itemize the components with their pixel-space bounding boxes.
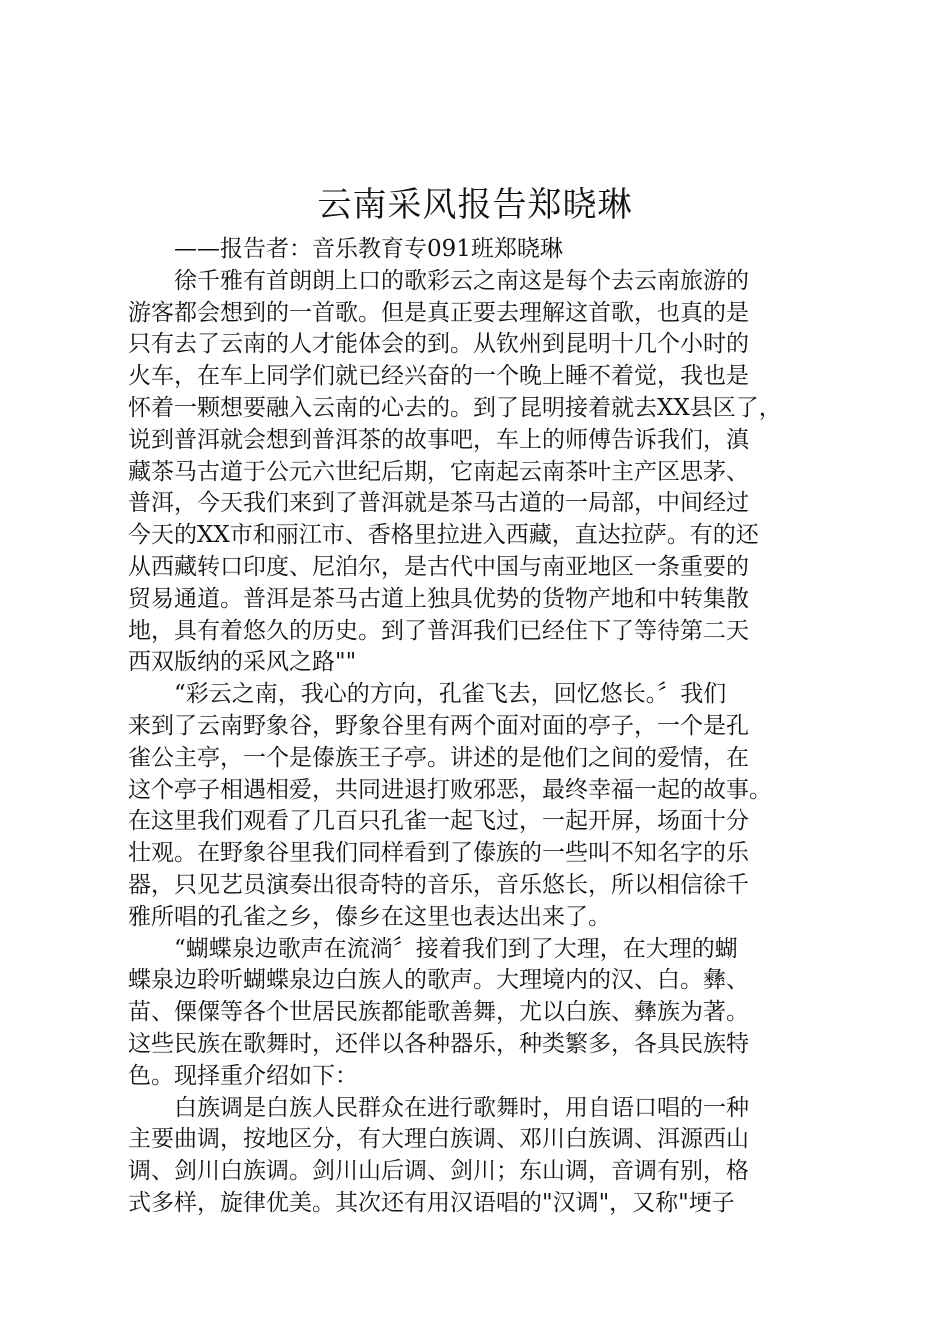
paragraph-line: 在这里我们观看了几百只孔雀一起飞过，一起开屏，场面十分 bbox=[128, 808, 749, 835]
paragraph-line: 雅所唱的孔雀之乡，傣乡在这里也表达出来了。 bbox=[128, 903, 611, 930]
paragraph-line: 来到了云南野象谷，野象谷里有两个面对面的亭子，一个是孔 bbox=[128, 712, 749, 739]
paragraph-1 bbox=[128, 266, 828, 679]
document-title: 云南采风报告郑晓琳 bbox=[317, 185, 633, 225]
paragraph-line: 雀公主亭，一个是傣族王子亭。讲述的是他们之间的爱情，在 bbox=[128, 744, 749, 771]
paragraph-line: 说到普洱就会想到普洱茶的故事吧，车上的师傅告诉我们，滇 bbox=[128, 426, 749, 453]
document-body bbox=[128, 234, 828, 1220]
paragraph-line: 贸易通道。普洱是茶马古道上独具优势的货物产地和中转集散 bbox=[128, 585, 749, 612]
paragraph-line: 地，具有着悠久的历史。到了普洱我们已经住下了等待第二天 bbox=[128, 617, 749, 644]
paragraph-2 bbox=[128, 679, 828, 933]
paragraph-line: 白族调是白族人民群众在进行歌舞时，用自语口唱的一种 bbox=[174, 1094, 749, 1121]
paragraph-line: 藏茶马古道于公元六世纪后期，它南起云南茶叶主产区思茅、 bbox=[128, 458, 749, 485]
paragraph-line: “彩云之南，我心的方向，孔雀飞去，回忆悠长。〞我们 bbox=[174, 681, 727, 708]
paragraph-line: 器，只见艺员演奏出很奇特的音乐，音乐悠长，所以相信徐千 bbox=[128, 871, 749, 898]
paragraph-line: 只有去了云南的人才能体会的到。从钦州到昆明十几个小时的 bbox=[128, 331, 749, 358]
paragraph-line: 调、剑川白族调。剑川山后调、剑川；东山调，音调有别，格 bbox=[128, 1158, 749, 1185]
paragraph-line: 从西藏转口印度、尼泊尔，是古代中国与南亚地区一条重要的 bbox=[128, 553, 749, 580]
paragraph-line: 徐千雅有首朗朗上口的歌彩云之南这是每个去云南旅游的 bbox=[174, 267, 749, 294]
author-byline: ——报告者：音乐教育专091班郑晓琳 bbox=[174, 236, 563, 262]
paragraph-line: 式多样，旋律优美。其次还有用汉语唱的"汉调"，又称"埂子 bbox=[128, 1189, 735, 1216]
paragraph-line: 游客都会想到的一首歌。但是真正要去理解这首歌，也真的是 bbox=[128, 299, 749, 326]
paragraph-line: 这个亭子相遇相爱，共同进退打败邪恶，最终幸福一起的故事。 bbox=[128, 776, 772, 803]
paragraph-line: 色。现择重介绍如下： bbox=[128, 1062, 358, 1089]
paragraph-line: 主要曲调，按地区分，有大理白族调、邓川白族调、洱源西山 bbox=[128, 1126, 749, 1153]
paragraph-4 bbox=[128, 1093, 828, 1220]
paragraph-line: 这些民族在歌舞时，还伴以各种器乐，种类繁多，各具民族特 bbox=[128, 1030, 749, 1057]
paragraph-line: 壮观。在野象谷里我们同样看到了傣族的一些叫不知名字的乐 bbox=[128, 840, 749, 867]
paragraph-3 bbox=[128, 934, 828, 1093]
paragraph-line: 西双版纳的采风之路"" bbox=[128, 649, 357, 676]
paragraph-line: 蝶泉边聆听蝴蝶泉边白族人的歌声。大理境内的汉、白。彝、 bbox=[128, 967, 749, 994]
paragraph-line: “蝴蝶泉边歌声在流淌〞接着我们到了大理，在大理的蝴 bbox=[174, 935, 738, 962]
paragraph-line: 苗、傈僳等各个世居民族都能歌善舞，尤以白族、彝族为著。 bbox=[128, 999, 749, 1026]
paragraph-line: 普洱，今天我们来到了普洱就是茶马古道的一局部，中间经过 bbox=[128, 490, 749, 517]
paragraph-line: 怀着一颗想要融入云南的心去的。到了昆明接着就去XX县区了， bbox=[128, 394, 782, 421]
paragraph-line: 今天的XX市和丽江市、香格里拉进入西藏，直达拉萨。有的还 bbox=[128, 522, 759, 549]
paragraph-line: 火车，在车上同学们就已经兴奋的一个晚上睡不着觉，我也是 bbox=[128, 363, 749, 390]
